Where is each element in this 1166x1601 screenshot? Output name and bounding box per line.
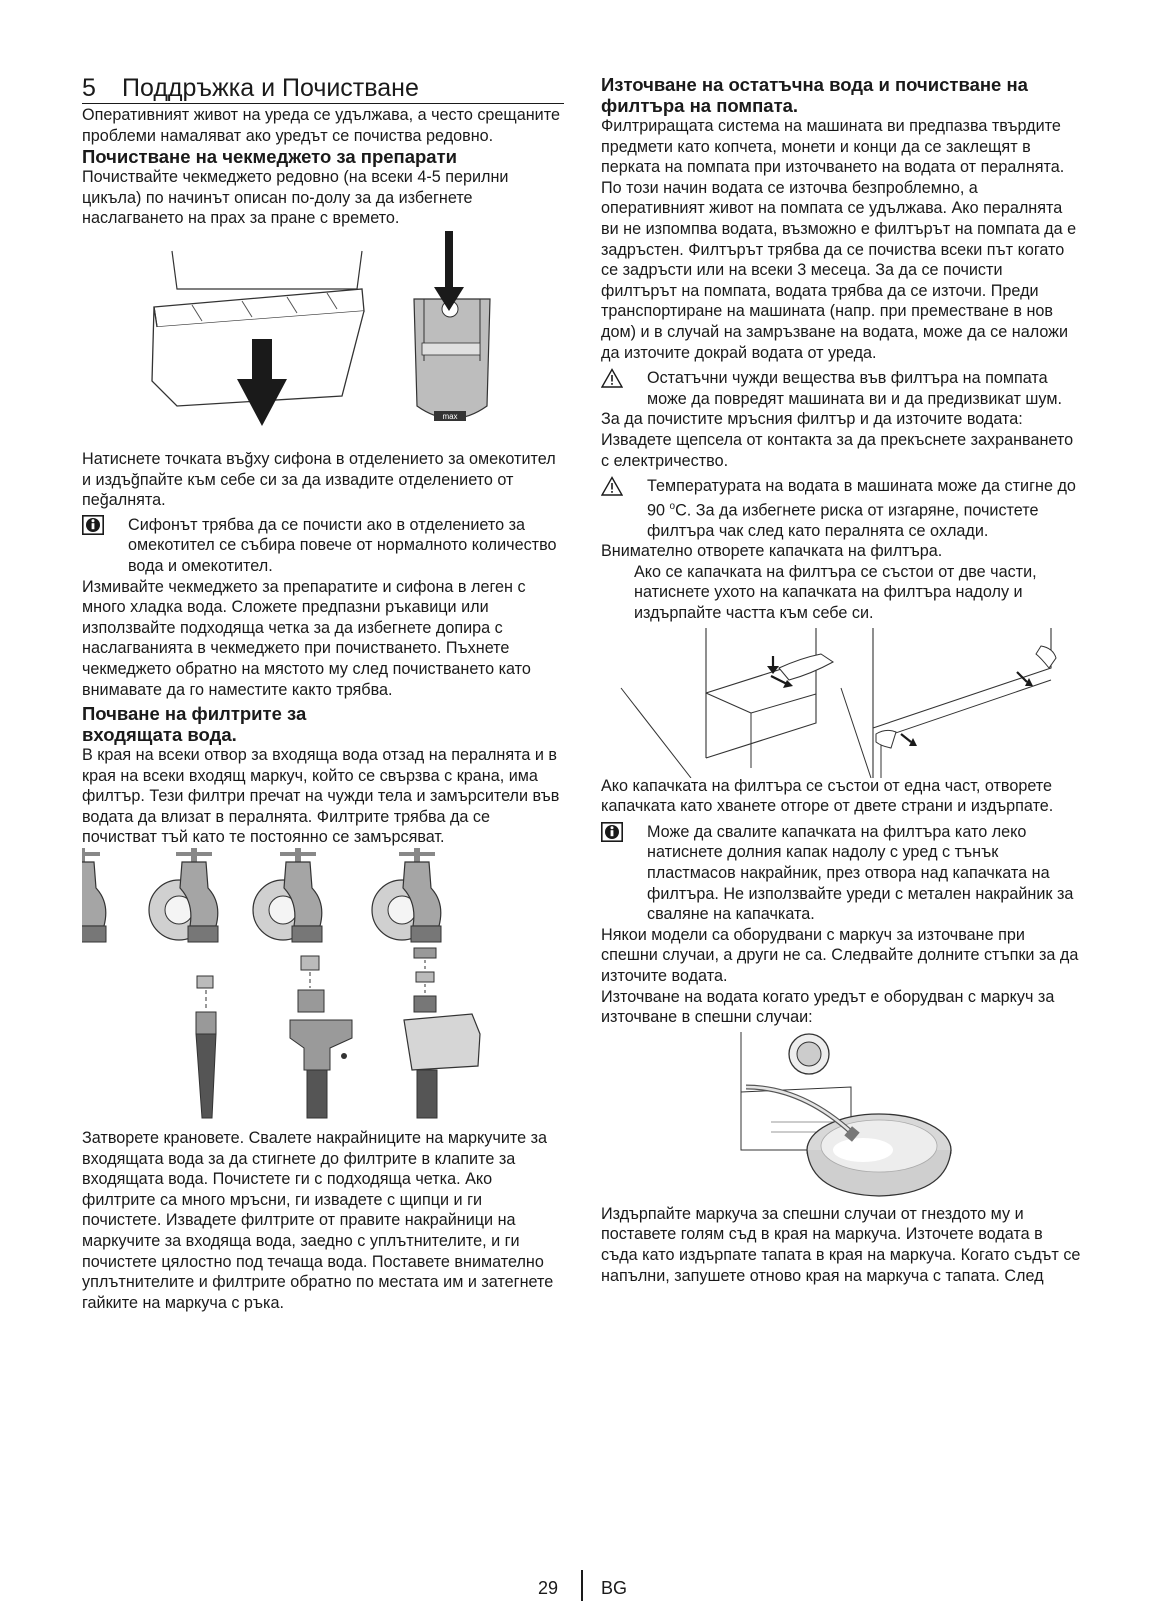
- language-code: BG: [601, 1578, 628, 1598]
- right-column: [601, 74, 1081, 1286]
- siphon-note-text: Сифонът трябва да се почисти ако в отделението за омекотител се събира повече от нормалното количество вода и омекотител.: [128, 515, 557, 575]
- cap-removal-note-text: Може да свалите капачката на филтъра като леко натиснете долния капак надолу с уред с тънък пластмасов накрайник, през отвора над капачката на филтъра. Не използвайте уреди с метален накрайник за сваляне на капачката.: [647, 822, 1074, 924]
- to-clean-text: За да почистите мръсния филтър и да източите водата:: [601, 410, 1023, 429]
- max-label: max: [442, 411, 458, 421]
- section-title-text: Поддръжка и Почистване: [122, 74, 419, 102]
- inlet-text: В края на всеки отвор за входяща вода отзад на пералнята и в края на всеки входящ маркуч, който се свързва с крана, има филтър. Тези филтри пречат на чужди тела и замърсители във водата да влизат в пералнята. Филтрите трябва да се почистват тъй като те постоянно се замърсяват.: [82, 746, 560, 847]
- warning-hot-water: [601, 476, 1081, 541]
- cap-removal-note: [601, 822, 1081, 925]
- warning-foreign-objects: [601, 368, 1081, 409]
- two-part-cap-text: Ако се капачката на филтъра се състои от две части, натиснете ухото на капачката на филтъра надолу и издърпайте частта към себе си.: [634, 562, 1037, 623]
- drawer-heading: Почистване на чекмеджето за препарати: [82, 146, 458, 168]
- page-number: 29: [538, 1578, 559, 1598]
- one-part-cap-text: Ако капачката на филтъра се състои от една част, отворете капачката като хванете отгоре от двете страни и издърпате.: [601, 776, 1054, 816]
- info-icon: [82, 515, 104, 535]
- emergency-drain-figure: [601, 1032, 1081, 1200]
- drawer-figure: [82, 231, 564, 447]
- section-number: 5: [82, 74, 96, 102]
- pump-filter-heading: Източване на остатъчна вода и почистване на филтъра на помпата.: [601, 74, 1028, 116]
- drawer-wash-text: Измивайте чекмеджето за препаратите и сифона в леген с много хладка вода. Сложете предпазни ръкавици или използвайте подходяща четка за да избегнете допира с наслагванията в чекмеджето при почистването. Пъхнете чекмеджето обратно на мястото му след почистването като внимавате да го наместите както трябва.: [82, 577, 531, 699]
- filter-cap-figure: [601, 628, 1081, 778]
- section-title: [82, 74, 564, 104]
- intro-paragraph: Оперативният живот на уреда се удължава, а често срещаните проблеми намаляват ако уредът се почиства редовно.: [82, 106, 560, 145]
- pull-hose-text: Издърпайте маркуча за спешни случаи от гнездото му и поставете голям съд в края на маркуча. Източете водата в съда като издърпате тапата в края на маркуча. Когато съдът се напълни, запушете отново края на маркуча с тапата. След: [601, 1204, 1081, 1285]
- unplug-text: Извадете щепсела от контакта за да прекъснете захранването с електричество.: [601, 430, 1074, 470]
- warning-icon: [601, 368, 623, 388]
- info-icon: [601, 822, 623, 842]
- drawer-text: Почиствайте чекмеджето редовно (на всеки 4-5 перилни цикъла) по начинът описан по-долу за да избегнете наслагването на прах за пране с времето.: [82, 168, 509, 228]
- footer-divider: [581, 1570, 583, 1601]
- inlet-heading: Почване на филтрите за входящата вода.: [82, 703, 307, 746]
- pump-filter-intro: Филтриращата система на машината ви предпазва твърдите предмети като копчета, монети и конци да се заклещят в перката на помпата при източването на водата от пералнята. По този начин водата се източва безпроблемно, а оперативният живот на помпата се удължава. Ако пералнята ви не изпомпва водата, възможно е филтърът на помпата да е задръстен. Филтърът трябва да се почиства всеки път когато се задръсти или на всеки 3 месеца. За да се почисти филтърът на помпата, водата трябва да се източи. Преди транспортиране на машината (напр. при преместване в нов дом) и в случай на замръзване на водата, може да се наложи да източите докрай водата от уреда.: [601, 117, 1077, 362]
- open-cap-text: Внимателно отворете капачката на филтъра.: [601, 542, 943, 561]
- warning-hot-water-text: Температурата на водата в машината може да стигне до 90 $^о$С. За да избегнете риска от изгаряне, почистете филтъра чак след като пералнята се охлади.: [647, 477, 1076, 540]
- inlet-filters-figure: [82, 848, 564, 1128]
- drawer-after-figure: Натиснете точката въğху сифона в отделението за омекотител и издъğпайте към себе си за да извадите отделението от пеğалнята.: [82, 449, 556, 510]
- drain-hose-heading: Източване на водата когато уредът е оборудван с маркуч за източване в спешни случаи:: [601, 987, 1055, 1027]
- siphon-note: [82, 515, 564, 577]
- inlet-after-figure: Затворете крановете. Свалете накрайниците на маркучите за входящата вода за да стигнете до филтрите в клапите за входящата вода. Почистете ги с подходяща четка. Ако филтрите са много мръсни, ги извадете с щипци и ги почистете. Извадете филтрите от правите накрайници на маркучите за входяща вода, заедно с уплътнителите, и ги почистете цялостно под течаща вода. Поставете внимателно уплътнителите и филтрите обратно по местата им и затегнете гайките на маркуча с ръка.: [82, 1129, 554, 1312]
- tap-illustration: [82, 848, 106, 942]
- some-models-text: Някои модели са оборудвани с маркуч за източване при спешни случаи, а други не са. Следвайте долните стъпки за да източите водата.: [601, 925, 1079, 985]
- left-column: [82, 74, 564, 1313]
- warning-icon: [601, 476, 623, 496]
- warning-foreign-objects-text: Остатъчни чужди вещества във филтъра на помпата може да повредят машината ви и да предизвикат шум.: [647, 369, 1062, 408]
